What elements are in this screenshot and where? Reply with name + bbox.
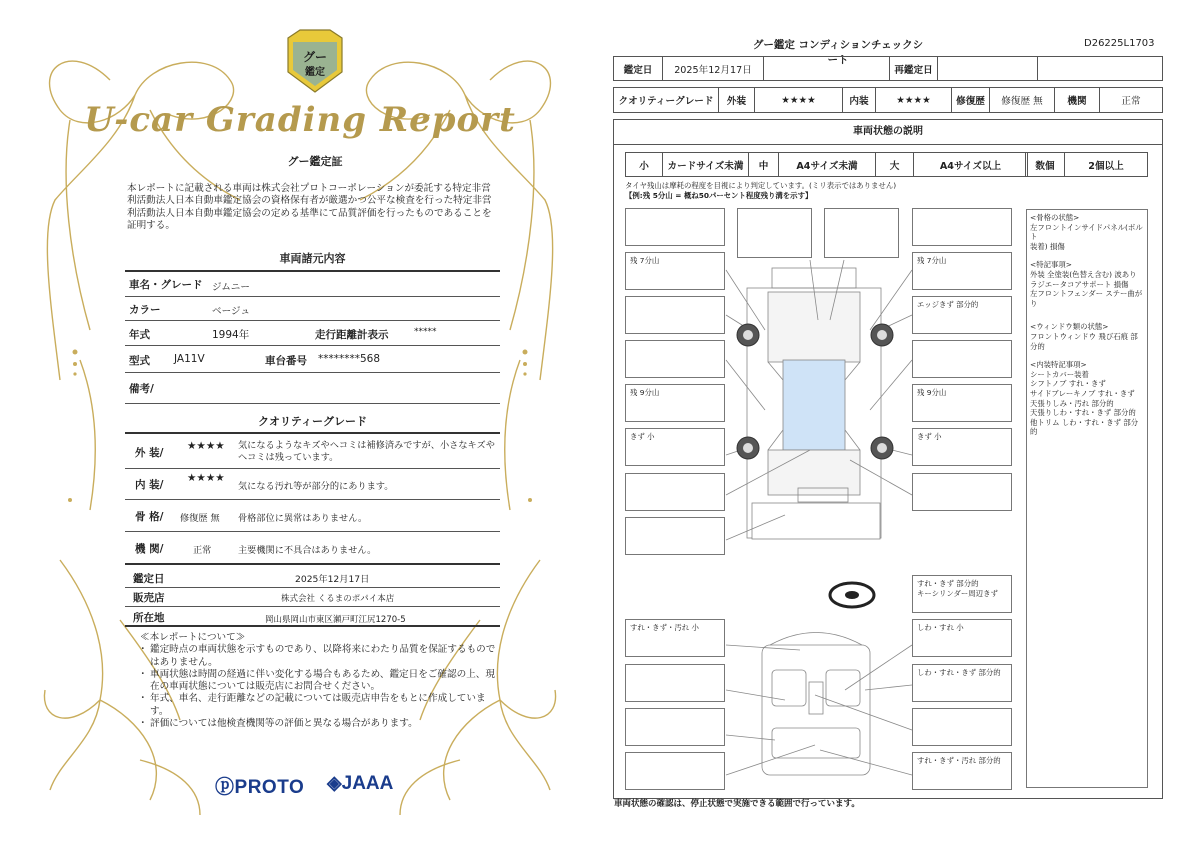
remarks-line: フロントウィンドウ 飛び石痕 部分的 (1030, 331, 1138, 351)
damage-box (625, 619, 725, 657)
steering-note-1: すれ・きず 部分的 (917, 579, 979, 588)
remarks-line: シフトノブ すれ・きず (1030, 379, 1106, 389)
remarks-line: 天張りしわ・すれ・きず 部分的 (1030, 408, 1136, 418)
legend-count-desc: 2個以上 (1088, 160, 1124, 172)
sheet-id: D26225L1703 (1084, 38, 1155, 49)
tire-rear-right: 残 9分山 (917, 388, 947, 397)
exterior-text: 気になるようなキズやヘコミは補修済みですが、小さなキズやヘコミは残っています。 (238, 440, 495, 463)
interior-note-l1: すれ・きず・汚れ 小 (630, 623, 699, 632)
remarks-line: 天張りしみ・汚れ 部分的 (1030, 398, 1114, 408)
rule (125, 531, 500, 532)
jaaa-logo: ◈JAAA (327, 773, 394, 794)
rule (125, 499, 500, 500)
legend-large: 大 (876, 153, 914, 176)
badge-bottom-label: 鑑定 (305, 67, 325, 78)
interior-note-r4: すれ・きず・汚れ 部分的 (917, 756, 1001, 765)
date-value: 2025年12月17日 (295, 574, 370, 585)
shop-value: 株式会社 くるまのポパイ本店 (281, 594, 395, 604)
legend-medium: 中 (749, 153, 779, 176)
legend-small: 小 (626, 153, 663, 176)
remarks-panel (1026, 209, 1148, 788)
notes-title: ≪本レポートについて≫ (140, 632, 246, 643)
redate-label: 再鑑定日 (890, 57, 938, 80)
model-value: JA11V (174, 353, 205, 365)
damage-box (912, 473, 1012, 511)
note-item: ・ 評価については他検査機関等の評価と異なる場合があります。 (140, 718, 500, 730)
damage-box (824, 208, 899, 258)
certificate-title: グー鑑定証 (287, 155, 343, 168)
edge-scratch: エッジきず 部分的 (917, 300, 979, 309)
section-title: 車両状態の説明 (613, 119, 1163, 145)
remarks-title: <特記事項> (1030, 260, 1072, 270)
damage-box (912, 708, 1012, 746)
interior-note-r2: しわ・すれ・きず 部分的 (917, 668, 1001, 677)
damage-box (912, 296, 1012, 334)
repair-value: 修復歴 無 (990, 88, 1055, 112)
remarks-line: ラジエータコアサポート 損傷 (1030, 279, 1129, 289)
remarks-group (1030, 260, 1144, 308)
interior-label: 内装 (843, 88, 876, 112)
damage-box (912, 664, 1012, 702)
rule (125, 468, 500, 469)
quality-title: クオリティーグレード (258, 415, 367, 428)
remarks-title: <内装特記事項> (1030, 360, 1087, 370)
engine-value: 正常 (193, 545, 212, 556)
steering-note-2: キーシリンダー周辺きず (917, 588, 998, 598)
right-scratch: きず 小 (917, 432, 942, 441)
damage-box (625, 664, 725, 702)
remarks-line: サイドブレーキノブ すれ・きず (1030, 388, 1135, 398)
tire-note-2: 【例:残 5分山 = 概ね50パーセント程度残り溝を示す】 (625, 190, 813, 200)
address-value: 岡山県岡山市東区瀬戸町江尻1270-5 (265, 615, 406, 625)
bottom-note: 車両状態の確認は、停止状態で実施できる範囲で行っています。 (614, 799, 860, 809)
rule (125, 270, 500, 272)
footer-logos (215, 768, 415, 804)
color-label: カラー (129, 304, 161, 316)
damage-box (625, 208, 725, 246)
quality-label: クオリティーグレード (614, 88, 719, 112)
interior-text: 気になる汚れ等が部分的にあります。 (238, 481, 394, 492)
rule (125, 403, 500, 404)
tire-front-left: 残 7分山 (630, 256, 660, 265)
legend-count: 数個 (1026, 153, 1065, 176)
year-value: 1994年 (212, 329, 250, 341)
date-label: 鑑定日 (133, 573, 165, 585)
tire-note-1: タイヤ残山は摩耗の程度を目視により判定しています。(ミリ表示ではありません) (625, 181, 897, 190)
name-label: 車名・グレード (129, 279, 203, 291)
legend-medium-desc: A4サイズ未満 (779, 153, 876, 176)
rule (125, 345, 500, 346)
note-item: ・ 年式、車名、走行距離などの記載については販売店申告をもとに作成しています。 (140, 693, 500, 718)
damage-box (912, 575, 1012, 613)
damage-box (912, 252, 1012, 290)
proto-logo: ⓟPROTO (215, 777, 305, 798)
condition-check-sheet (600, 0, 1200, 848)
proto-logo-text: PROTO (234, 777, 305, 798)
rule (125, 563, 500, 565)
remarks-line: シートカバー装着 (1030, 369, 1089, 379)
damage-box (912, 619, 1012, 657)
jaaa-logo-text: JAAA (341, 773, 394, 794)
rule (125, 432, 500, 434)
legend-large-desc: A4サイズ以上 (939, 160, 1002, 172)
frame-value: 修復歴 無 (180, 513, 220, 524)
remarks-group (1030, 322, 1144, 351)
remarks-line: 左フロントフェンダー ステー曲がり (1030, 289, 1143, 308)
damage-box (625, 428, 725, 466)
color-value: ベージュ (212, 306, 250, 317)
frame-text: 骨格部位に異常はありません。 (238, 513, 368, 524)
report-title: U-car Grading Report (84, 100, 516, 140)
damage-box (912, 428, 1012, 466)
exterior-label: 外 装/ (135, 447, 164, 459)
damage-box (912, 384, 1012, 422)
remarks-group (1030, 213, 1144, 251)
sheet-title: グー鑑定 コンディションチェックシート (752, 39, 924, 66)
tire-rear-left: 残 9分山 (630, 388, 660, 397)
engine-label: 機関 (1055, 88, 1100, 112)
left-scratch: きず 小 (630, 432, 655, 441)
engine-text: 主要機関に不具合はありません。 (238, 545, 377, 556)
remarks-label: 備考/ (129, 383, 154, 395)
rule (125, 587, 500, 588)
interior-stars: ★★★★ (876, 88, 952, 112)
exterior-stars: ★★★★ (755, 88, 843, 112)
damage-box (625, 296, 725, 334)
tire-front-right: 残 7分山 (917, 256, 947, 265)
certificate-body: 本レポートに記載される車両は株式会社プロトコーポレーションが委託する特定非営利活動法人日本自動車鑑定協会の資格保有者が厳選かつ公平な検査を行った特定非営利活動法人日本自動車鑑定協会の定める基準にて品質評価を行ったものであることを証明する。 (127, 183, 492, 232)
frame-label: 骨 格/ (135, 511, 164, 523)
mileage-value: ***** (414, 327, 437, 337)
interior-stars: ★★★★ (187, 472, 225, 484)
address-label: 所在地 (133, 612, 165, 624)
remarks-line: 装着) 損傷 (1030, 241, 1065, 251)
damage-box (912, 340, 1012, 378)
rule (125, 372, 500, 373)
remarks-group (1030, 360, 1144, 437)
chassis-label: 車台番号 (265, 355, 307, 367)
rule (125, 625, 500, 627)
damage-box (625, 473, 725, 511)
name-value: ジムニー (212, 282, 250, 293)
engine-label: 機 関/ (135, 543, 164, 555)
date-label: 鑑定日 (614, 57, 663, 80)
repair-label: 修復歴 (952, 88, 990, 112)
steering-note (917, 579, 998, 598)
chassis-value: ********568 (318, 353, 381, 365)
damage-box (912, 208, 1012, 246)
model-label: 型式 (129, 355, 150, 367)
year-label: 年式 (129, 329, 150, 341)
mileage-label: 走行距離計表示 (315, 329, 389, 341)
exterior-label: 外装 (719, 88, 755, 112)
damage-box (625, 340, 725, 378)
damage-box (625, 252, 725, 290)
note-item: ・ 鑑定時点の車両状態を示すものであり、以降将来にわたり品質を保証するものではありません。 (140, 644, 500, 669)
remarks-line: 他トリム しわ・すれ・きず 部分的 (1030, 417, 1139, 437)
rule (125, 606, 500, 607)
rule (125, 320, 500, 321)
remarks-title: <骨格の状態> (1030, 213, 1080, 222)
interior-note-r1: しわ・すれ 小 (917, 623, 964, 632)
exterior-stars: ★★★★ (187, 440, 225, 452)
damage-box (912, 752, 1012, 790)
note-item: ・ 車両状態は時間の経過に伴い変化する場合もあるため、鑑定日をご確認の上、現在の車両状態については販売店にお問合せください。 (140, 669, 500, 694)
remarks-line: 外装 全塗装(色替え含む) 波あり (1030, 269, 1137, 279)
interior-label: 内 装/ (135, 479, 164, 491)
damage-box (737, 208, 812, 258)
rule (125, 296, 500, 297)
remarks-line: 左フロントインサイドパネル(ボルト (1030, 222, 1143, 242)
legend-small-desc: カードサイズ未満 (663, 153, 749, 176)
date-value: 2025年12月17日 (663, 57, 764, 80)
damage-box (625, 752, 725, 790)
badge-top-label: グー (302, 50, 327, 64)
report-notes (140, 632, 500, 730)
shop-label: 販売店 (133, 592, 165, 604)
specs-title: 車両諸元内容 (279, 252, 346, 265)
remarks-title: <ウィンドウ類の状態> (1030, 322, 1109, 332)
damage-box (625, 384, 725, 422)
damage-box (625, 708, 725, 746)
engine-value: 正常 (1121, 96, 1141, 107)
damage-box (625, 517, 725, 555)
